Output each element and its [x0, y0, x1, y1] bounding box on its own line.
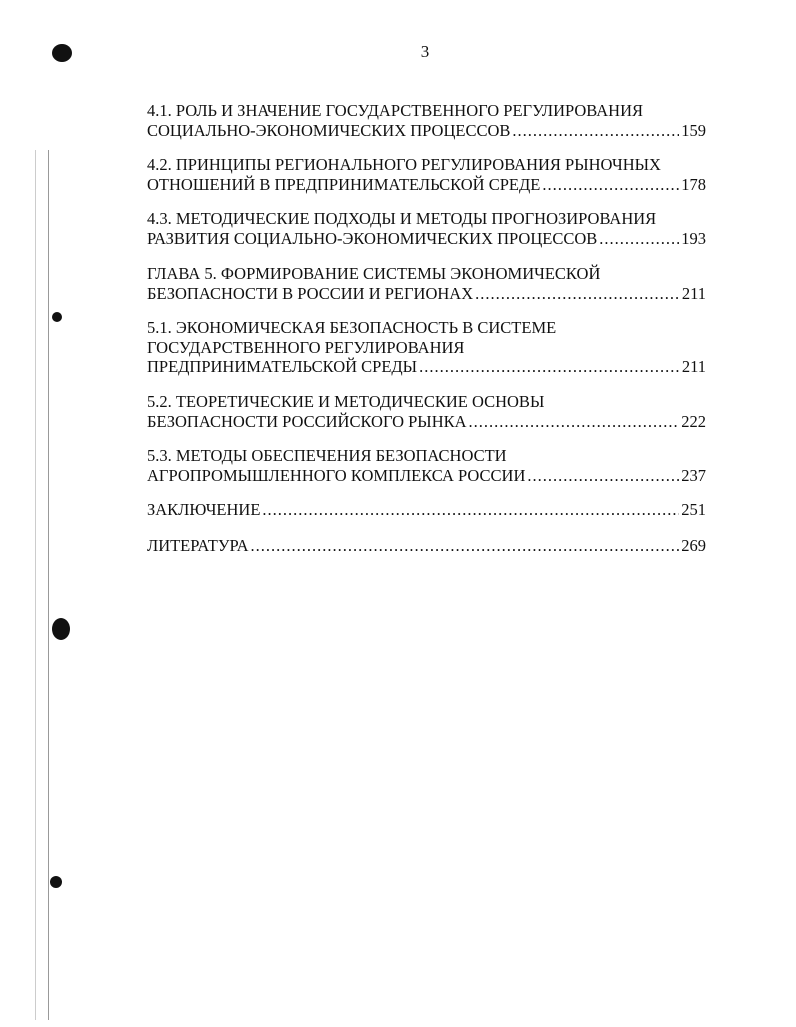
toc-entry-leader-line: [147, 536, 706, 556]
toc-entry-title-line: БЕЗОПАСНОСТИ В РОССИИ И РЕГИОНАХ: [147, 283, 474, 303]
toc-entry-title-line: ПРЕДПРИНИМАТЕЛЬСКОЙ СРЕДЫ: [147, 357, 418, 376]
dot-leader: [512, 121, 679, 141]
toc-entry-leader-line: [147, 412, 706, 432]
toc-entry-title-line: 5.1. ЭКОНОМИЧЕСКАЯ БЕЗОПАСНОСТЬ В СИСТЕМЕ: [147, 318, 557, 337]
toc-page-number: 251: [681, 500, 706, 519]
scan-edge-line: [35, 150, 36, 1020]
toc-entry-leader-line: [147, 466, 706, 486]
toc-page-number: 211: [681, 357, 706, 376]
toc-entry-title-line: 4.3. МЕТОДИЧЕСКИЕ ПОДХОДЫ И МЕТОДЫ ПРОГНОЗИРОВАНИЯ: [147, 209, 657, 228]
toc-entry: [147, 101, 706, 140]
toc-entry: [147, 392, 706, 431]
toc-entry: [147, 446, 706, 485]
toc-entry: [147, 536, 706, 556]
toc-entry-leader-line: [147, 357, 706, 377]
toc-entry-title-line: 4.2. ПРИНЦИПЫ РЕГИОНАЛЬНОГО РЕГУЛИРОВАНИЯ РЫНОЧНЫХ: [147, 155, 661, 174]
scan-blot: [52, 618, 70, 640]
dot-leader: [527, 466, 679, 486]
toc-entry-title-line: СОЦИАЛЬНО-ЭКОНОМИЧЕСКИХ ПРОЦЕССОВ: [147, 120, 511, 140]
toc-entry-title-line: ЗАКЛЮЧЕНИЕ: [147, 500, 261, 519]
dot-leader: [599, 229, 679, 249]
toc-entry: [147, 318, 706, 377]
toc-entry: [147, 155, 706, 194]
toc-page-number: 237: [681, 465, 706, 485]
scan-blot: [52, 44, 72, 62]
dot-leader: [542, 175, 679, 195]
toc-page-number: 211: [681, 283, 706, 303]
page-number: 3: [420, 42, 430, 61]
toc-page-number: 178: [681, 174, 706, 194]
dot-leader: [475, 284, 680, 304]
toc-entry-title-line: БЕЗОПАСНОСТИ РОССИЙСКОГО РЫНКА: [147, 411, 467, 431]
toc-entry-title-line: ОТНОШЕНИЙ В ПРЕДПРИНИМАТЕЛЬСКОЙ СРЕДЕ: [147, 174, 541, 194]
dot-leader: [262, 500, 679, 520]
scan-blot: [50, 876, 62, 888]
toc-entry-title-line: ГОСУДАРСТВЕННОГО РЕГУЛИРОВАНИЯ: [147, 337, 465, 357]
toc-entry: [147, 209, 706, 248]
dot-leader: [419, 357, 680, 377]
toc-entry: [147, 500, 706, 520]
toc-entry-leader-line: [147, 175, 706, 195]
dot-leader: [469, 412, 680, 432]
toc-entry-title-line: АГРОПРОМЫШЛЕННОГО КОМПЛЕКСА РОССИИ: [147, 465, 526, 485]
toc-entry-title-line: РАЗВИТИЯ СОЦИАЛЬНО-ЭКОНОМИЧЕСКИХ ПРОЦЕССОВ: [147, 228, 598, 248]
toc-entry-title-line: 5.2. ТЕОРЕТИЧЕСКИЕ И МЕТОДИЧЕСКИЕ ОСНОВЫ: [147, 392, 545, 411]
dot-leader: [251, 536, 680, 556]
toc-page-number: 222: [681, 411, 706, 431]
toc-entry-title-line: 4.1. РОЛЬ И ЗНАЧЕНИЕ ГОСУДАРСТВЕННОГО РЕГУЛИРОВАНИЯ: [147, 101, 644, 120]
toc-entry-leader-line: [147, 229, 706, 249]
toc-entry: [147, 264, 706, 303]
toc-page-number: 269: [681, 536, 706, 555]
toc-entry-title-line: ЛИТЕРАТУРА: [147, 536, 249, 555]
toc-page-number: 193: [681, 228, 706, 248]
scan-blot: [52, 312, 62, 322]
scan-edge-line: [48, 150, 49, 1020]
toc-entry-title-line: ГЛАВА 5. ФОРМИРОВАНИЕ СИСТЕМЫ ЭКОНОМИЧЕСКОЙ: [147, 264, 601, 283]
toc-page-number: 159: [681, 120, 706, 140]
toc-entry-title-line: 5.3. МЕТОДЫ ОБЕСПЕЧЕНИЯ БЕЗОПАСНОСТИ: [147, 446, 507, 465]
toc-entry-leader-line: [147, 284, 706, 304]
toc-entry-leader-line: [147, 121, 706, 141]
toc-entry-leader-line: [147, 500, 706, 520]
